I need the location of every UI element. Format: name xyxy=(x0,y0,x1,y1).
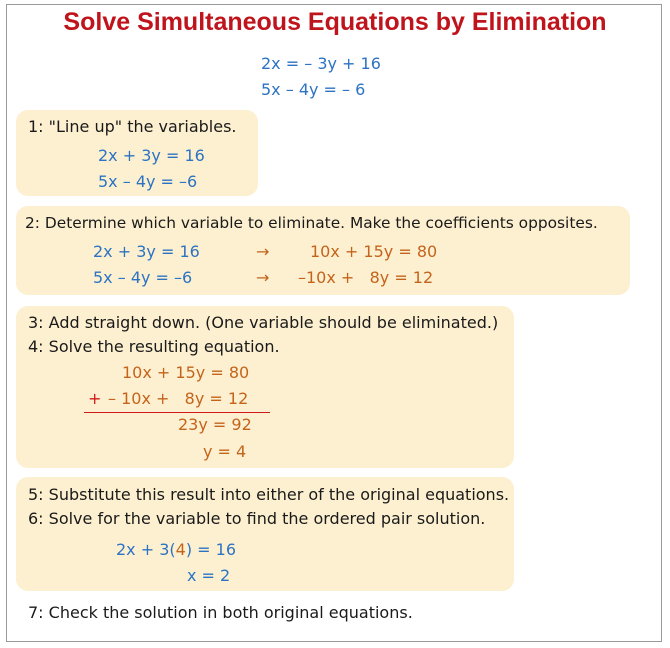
step-2-left-equation-2: 5x – 4y = –6 xyxy=(93,268,193,287)
step-1-equation-2: 5x – 4y = –6 xyxy=(98,172,198,191)
step-2-left-equation-1: 2x + 3y = 16 xyxy=(93,242,200,261)
step-1-equation-1: 2x + 3y = 16 xyxy=(98,146,205,165)
sum-rule xyxy=(84,412,270,413)
y-result: y = 4 xyxy=(203,442,247,461)
sum-equation: 23y = 92 xyxy=(178,415,252,434)
step-2-right-equation-1: 10x + 15y = 80 xyxy=(310,242,438,261)
arrow-right-icon: → xyxy=(256,268,270,287)
substituted-value: 4 xyxy=(175,540,186,559)
step-2-label: 2: Determine which variable to eliminate. Make the coefficients opposites. xyxy=(25,214,598,232)
step-3-label: 3: Add straight down. (One variable should be eliminated.) xyxy=(28,313,499,332)
addition-line-2: – 10x + 8y = 12 xyxy=(108,389,249,408)
plus-sign: + xyxy=(88,389,102,408)
intro-equation-2: 5x – 4y = – 6 xyxy=(261,80,366,99)
substitution-suffix: ) = 16 xyxy=(185,540,237,559)
page-title: Solve Simultaneous Equations by Elimination xyxy=(63,8,607,36)
substitution-equation xyxy=(116,540,236,560)
intro-equation-1: 2x = – 3y + 16 xyxy=(261,54,381,73)
step-7-label: 7: Check the solution in both original equations. xyxy=(28,603,413,622)
step-2-right-equation-2: –10x + 8y = 12 xyxy=(298,268,434,287)
arrow-right-icon: → xyxy=(256,242,270,261)
step-5-label: 5: Substitute this result into either of the original equations. xyxy=(28,485,510,504)
substitution-prefix: 2x + 3( xyxy=(116,540,176,559)
step-6-label: 6: Solve for the variable to find the ordered pair solution. xyxy=(28,509,486,528)
step-1-label: 1: "Line up" the variables. xyxy=(28,117,237,136)
step-4-label: 4: Solve the resulting equation. xyxy=(28,337,280,356)
x-result: x = 2 xyxy=(187,566,231,585)
addition-line-1: 10x + 15y = 80 xyxy=(122,363,250,382)
